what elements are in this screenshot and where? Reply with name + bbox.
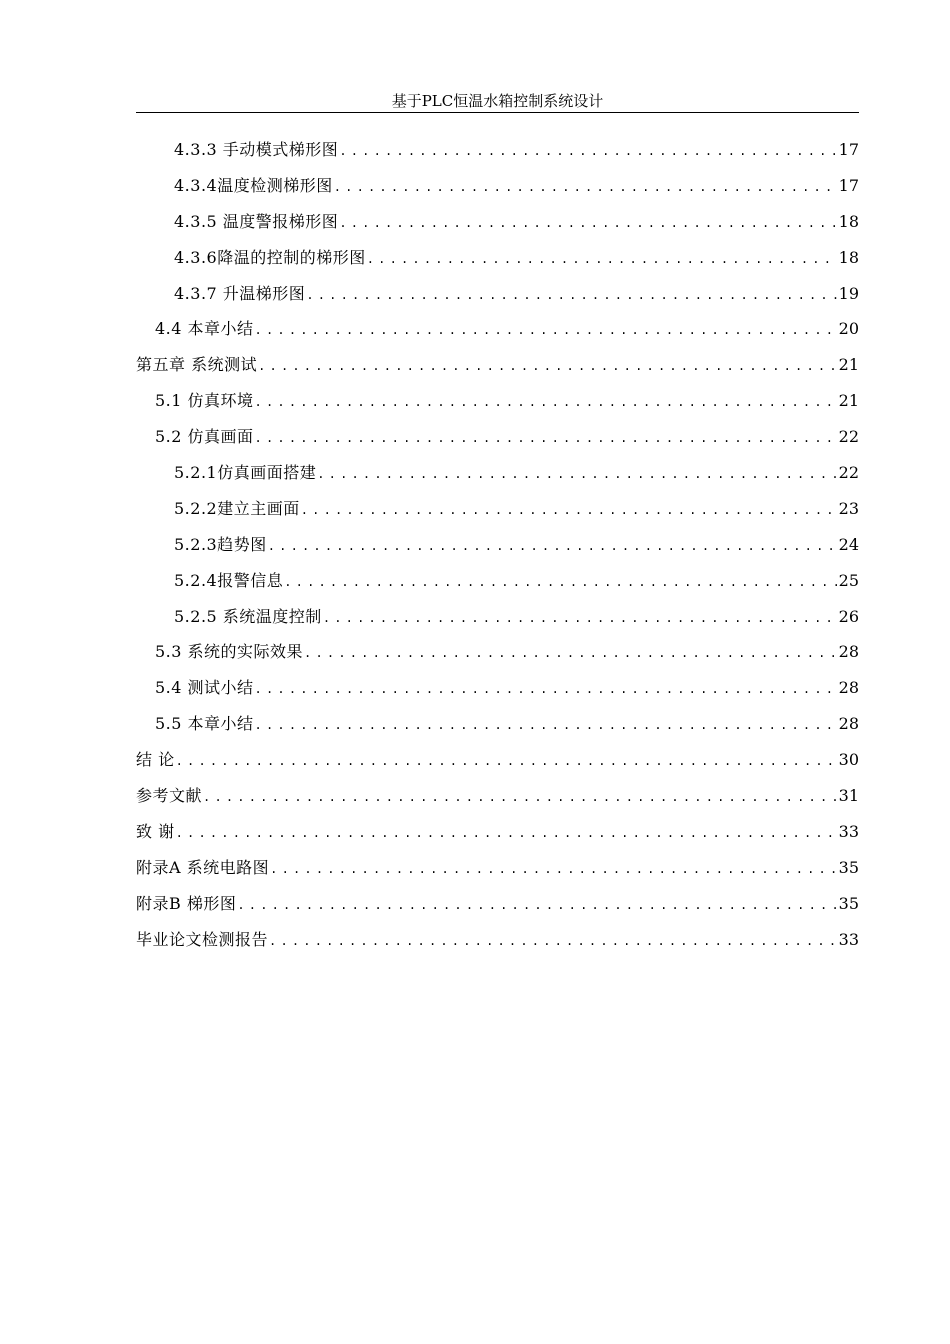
toc-entry-page-number: 21 — [838, 391, 859, 411]
toc-entry[interactable] — [136, 311, 859, 347]
toc-entry-page-number: 33 — [838, 929, 859, 949]
toc-entry[interactable] — [136, 850, 859, 886]
toc-entry-page-number: 17 — [838, 175, 859, 195]
toc-dot-leader — [323, 600, 837, 635]
toc-entry-title: 4.3.5 温度警报梯形图 — [174, 211, 339, 231]
toc-entry-page-number: 18 — [838, 211, 859, 231]
toc-entry[interactable] — [136, 563, 859, 599]
toc-dot-leader — [203, 779, 837, 814]
toc-dot-leader — [334, 169, 837, 204]
toc-dot-leader — [255, 671, 837, 706]
toc-dot-leader — [176, 743, 837, 778]
toc-entry[interactable] — [136, 742, 859, 778]
toc-entry-page-number: 17 — [838, 140, 859, 159]
toc-entry-page-number: 19 — [838, 283, 859, 303]
page-header-title: 基于PLC恒温水箱控制系统设计 — [391, 92, 604, 110]
toc-entry-page-number: 21 — [838, 355, 859, 375]
toc-entry-page-number: 24 — [838, 534, 859, 554]
toc-entry-page-number: 26 — [838, 606, 859, 626]
toc-entry-title: 4.3.6降温的控制的梯形图 — [174, 247, 366, 267]
toc-entry-page-number: 23 — [838, 498, 859, 518]
toc-entry[interactable] — [136, 886, 859, 922]
toc-dot-leader — [367, 241, 837, 276]
toc-entry-title: 5.5 本章小结 — [155, 714, 254, 734]
toc-entry-title: 4.3.7 升温梯形图 — [174, 283, 306, 303]
toc-dot-leader — [258, 348, 837, 383]
toc-entry[interactable] — [136, 383, 859, 419]
toc-entry-page-number: 28 — [838, 642, 859, 662]
toc-dot-leader — [284, 564, 836, 599]
toc-entry[interactable] — [136, 670, 859, 706]
toc-dot-leader — [301, 492, 837, 527]
table-of-contents — [136, 132, 859, 957]
toc-entry-title: 5.2 仿真画面 — [155, 427, 254, 447]
toc-dot-leader — [268, 528, 837, 563]
toc-entry-title: 5.1 仿真环境 — [155, 391, 254, 411]
toc-dot-leader — [304, 635, 837, 670]
toc-entry-title: 第五章 系统测试 — [136, 355, 258, 375]
toc-entry-page-number: 35 — [838, 857, 859, 877]
toc-entry[interactable] — [136, 922, 859, 958]
toc-dot-leader — [237, 887, 836, 922]
toc-entry-page-number: 25 — [838, 570, 859, 590]
toc-dot-leader — [317, 456, 836, 491]
toc-entry-title: 5.4 测试小结 — [155, 678, 254, 698]
toc-entry-title: 附录B 梯形图 — [136, 893, 237, 913]
toc-dot-leader — [255, 312, 837, 347]
toc-entry[interactable] — [136, 527, 859, 563]
toc-dot-leader — [176, 815, 837, 850]
toc-entry-title: 4.3.3 手动模式梯形图 — [174, 140, 339, 159]
toc-entry-page-number: 22 — [838, 463, 859, 483]
toc-entry[interactable] — [136, 204, 859, 240]
toc-entry[interactable] — [136, 634, 859, 670]
toc-entry-title: 5.2.5 系统温度控制 — [174, 606, 322, 626]
toc-dot-leader — [255, 384, 837, 419]
toc-entry-page-number: 33 — [838, 821, 859, 841]
toc-entry-page-number: 20 — [838, 319, 859, 339]
toc-entry-title: 5.2.4报警信息 — [174, 570, 284, 590]
toc-entry[interactable] — [136, 419, 859, 455]
toc-entry-page-number: 35 — [838, 893, 859, 913]
toc-dot-leader — [255, 707, 837, 742]
toc-dot-leader — [270, 851, 836, 886]
toc-entry-page-number: 28 — [838, 678, 859, 698]
toc-entry[interactable] — [136, 599, 859, 635]
toc-entry-page-number: 28 — [838, 714, 859, 734]
header-divider — [136, 112, 859, 113]
toc-entry-title: 毕业论文检测报告 — [136, 929, 269, 949]
toc-entry-title: 4.3.4温度检测梯形图 — [174, 175, 333, 195]
toc-entry-title: 5.3 系统的实际效果 — [155, 642, 304, 662]
toc-entry-title: 参考文献 — [136, 786, 203, 806]
toc-entry[interactable] — [136, 132, 859, 168]
toc-entry-title: 5.2.1仿真画面搭建 — [174, 463, 317, 483]
toc-dot-leader — [306, 277, 836, 312]
toc-entry-title: 结 论 — [136, 750, 175, 770]
toc-dot-leader — [339, 133, 836, 168]
toc-entry[interactable] — [136, 455, 859, 491]
toc-entry-title: 致 谢 — [136, 821, 175, 841]
toc-entry-page-number: 22 — [838, 427, 859, 447]
toc-entry[interactable] — [136, 778, 859, 814]
toc-entry-title: 5.2.2建立主画面 — [174, 498, 300, 518]
toc-entry[interactable] — [136, 276, 859, 312]
toc-entry-page-number: 30 — [838, 750, 859, 770]
toc-entry[interactable] — [136, 240, 859, 276]
toc-entry-page-number: 31 — [838, 786, 859, 806]
toc-dot-leader — [269, 923, 837, 958]
toc-entry[interactable] — [136, 491, 859, 527]
toc-dot-leader — [255, 420, 837, 455]
toc-entry-page-number: 18 — [838, 247, 859, 267]
toc-entry-title: 附录A 系统电路图 — [136, 857, 270, 877]
toc-entry-title: 5.2.3趋势图 — [174, 534, 267, 554]
toc-dot-leader — [339, 205, 836, 240]
toc-entry[interactable] — [136, 168, 859, 204]
toc-entry[interactable] — [136, 347, 859, 383]
toc-entry[interactable] — [136, 706, 859, 742]
toc-entry-title: 4.4 本章小结 — [155, 319, 254, 339]
toc-entry[interactable] — [136, 814, 859, 850]
